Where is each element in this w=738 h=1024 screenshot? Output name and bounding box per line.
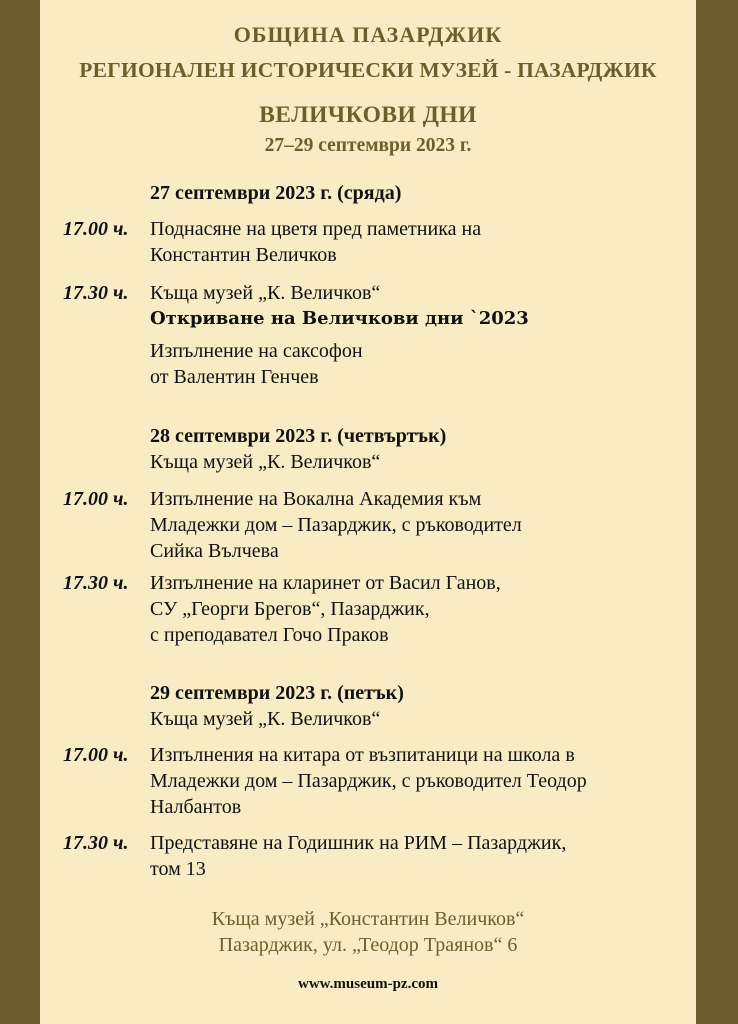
day-2-date: 28 септември 2023 г. (четвъртък) (150, 425, 447, 447)
event-title: ВЕЛИЧКОВИ ДНИ (259, 102, 477, 128)
day-2-item-2-line-3: с преподавател Гочо Праков (150, 624, 389, 646)
day-1-item-2-line-2: Откриване на Величкови дни `2023 (150, 308, 529, 329)
day-3-item-2-line-1: Представяне на Годишник на РИМ – Пазарджик, (150, 832, 567, 854)
day-1-item-2-time: 17.30 ч. (63, 282, 129, 304)
right-border-band (696, 0, 738, 1024)
day-1-item-1-line-1: Поднасяне на цветя пред паметника на (150, 218, 482, 240)
day-1-item-2-line-3: Изпълнение на саксофон (150, 340, 363, 362)
day-2-item-1-time: 17.00 ч. (63, 488, 129, 510)
day-3-item-1-time: 17.00 ч. (63, 744, 129, 766)
day-3-item-2-line-2: том 13 (150, 858, 206, 880)
day-1-item-1-line-2: Константин Величков (150, 244, 337, 266)
day-3-item-1-line-3: Налбантов (150, 796, 242, 818)
day-3-date: 29 септември 2023 г. (петък) (150, 682, 404, 704)
municipality-title: ОБЩИНА ПАЗАРДЖИК (233, 22, 503, 47)
left-border-band (0, 0, 40, 1024)
day-2-item-1-line-3: Сийка Вълчева (150, 540, 279, 562)
day-3-item-1-line-2: Младежки дом – Пазарджик, с ръководител Теодор (150, 770, 587, 792)
day-1-date: 27 септември 2023 г. (сряда) (150, 182, 402, 204)
footer-address-line-1: Къща музей „Константин Величков“ (211, 908, 525, 930)
day-1-item-1-time: 17.00 ч. (63, 218, 129, 240)
day-2-item-2-time: 17.30 ч. (63, 572, 129, 594)
museum-title: РЕГИОНАЛЕН ИСТОРИЧЕСКИ МУЗЕЙ - ПАЗАРДЖИК (79, 58, 657, 82)
day-3-item-2-time: 17.30 ч. (63, 832, 129, 854)
day-3-venue: Къща музей „К. Величков“ (150, 708, 381, 730)
day-1-item-2-line-4: от Валентин Генчев (150, 366, 319, 388)
day-3-item-1-line-1: Изпълнения на китара от възпитаници на школа в (150, 744, 575, 766)
event-dates: 27–29 септември 2023 г. (264, 135, 472, 156)
day-2-item-2-line-1: Изпълнение на кларинет от Васил Ганов, (150, 572, 501, 594)
day-2-venue: Къща музей „К. Величков“ (150, 451, 381, 473)
day-2-item-1-line-2: Младежки дом – Пазарджик, с ръководител (150, 514, 522, 536)
day-2-item-2-line-2: СУ „Георги Брегов“, Пазарджик, (150, 598, 430, 620)
day-1-item-2-line-1: Къща музей „К. Величков“ (150, 282, 381, 304)
website-link[interactable]: www.museum-pz.com (298, 976, 438, 992)
footer-address-line-2: Пазарджик, ул. „Теодор Траянов“ 6 (218, 934, 518, 956)
day-2-item-1-line-1: Изпълнение на Вокална Академия към (150, 488, 482, 510)
